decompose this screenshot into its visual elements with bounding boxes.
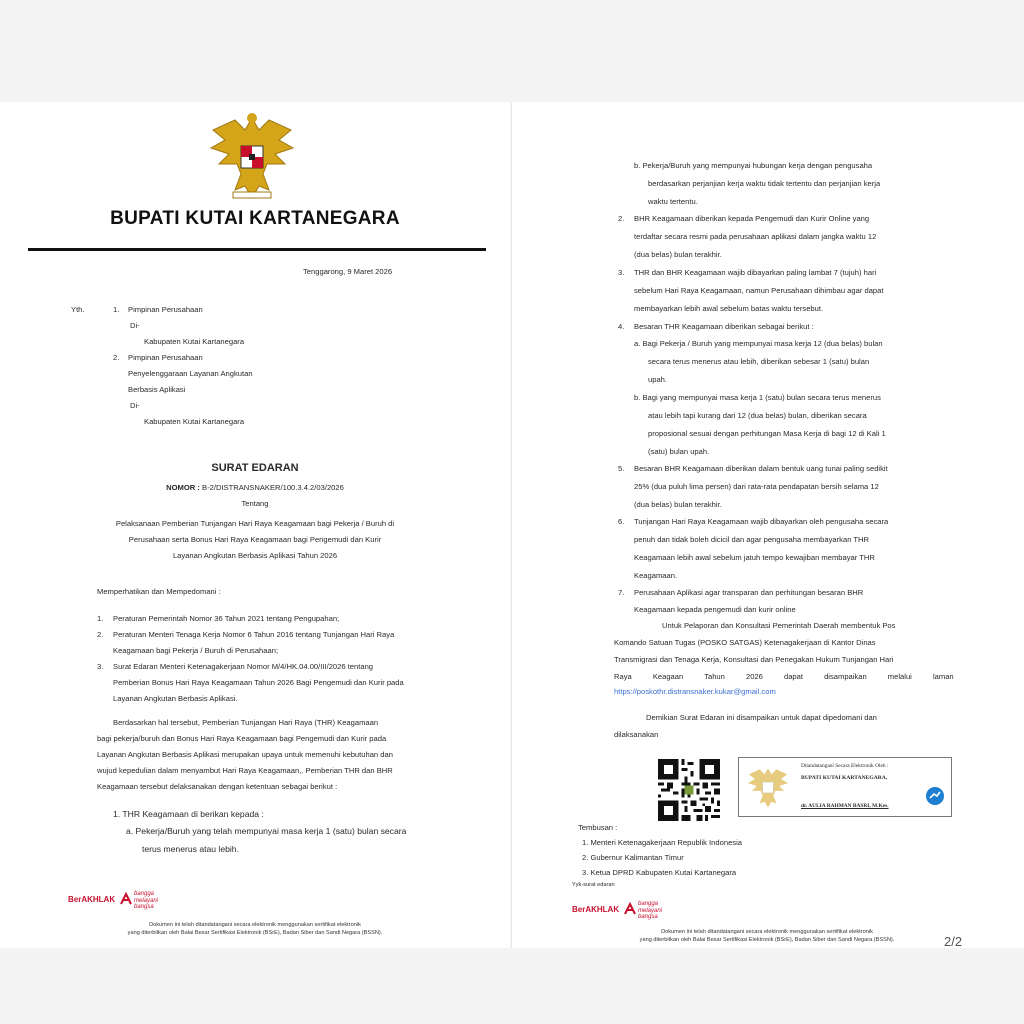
- bsre-seal-icon: [925, 786, 945, 806]
- subject-line: Pelaksanaan Pemberian Tunjangan Hari Raya Keagamaan bagi Pekerja / Buruh di: [115, 519, 395, 528]
- file-reference: Yyk-surat edaran: [572, 882, 615, 888]
- body-line: Untuk Pelaporan dan Konsultasi Pemerintah Daerah membentuk Pos: [662, 621, 896, 630]
- qr-code-icon: [658, 759, 720, 821]
- document-number: [0, 482, 510, 494]
- addr2-number: 2.: [113, 353, 120, 362]
- provision-item: 25% (dua puluh lima persen) dari rata-rata pendapatan bersih selama 12: [634, 482, 879, 491]
- provision-subitem: berdasarkan perjanjian kerja waktu tidak tertentu dan perjanjian kerja: [648, 179, 881, 188]
- footer-line: Dokumen ini telah ditandatangani secara elektronik menggunakan sertifikat elektronik: [149, 922, 361, 928]
- provision-item: terdaftar secara resmi pada perusahaan aplikasi dalam jangka waktu 12: [634, 232, 877, 241]
- letter-page-1: [0, 102, 510, 948]
- bangga-melayani-icon: [623, 902, 637, 916]
- provision-number: 3.: [618, 268, 625, 277]
- provision-item: Perusahaan Aplikasi agar transparan dan perhitungan besaran BHR: [634, 588, 864, 597]
- reference-item: Keagamaan bagi Pekerja / Buruh di Perusahaan;: [113, 646, 279, 655]
- reference-item: Pemberian Bonus Hari Raya Keagamaan Tahun 2026 Bagi Pengemudi dan Kurir pada: [113, 678, 404, 687]
- garuda-watermark-icon: [745, 762, 791, 812]
- provision-subitem: b. Bagi yang mempunyai masa kerja 1 (satu) bulan secara terus menerus: [634, 393, 881, 402]
- page-indicator: 2/2: [944, 934, 963, 948]
- addr2-line: Kabupaten Kutai Kartanegara: [144, 417, 245, 426]
- provision-subitem: proposional sesuai dengan perhitungan Masa Kerja di bagi 12 di Kali 1: [648, 429, 886, 438]
- reference-item: Peraturan Menteri Tenaga Kerja Nomor 6 Tahun 2016 tentang Tunjangan Hari Raya: [113, 630, 395, 639]
- header-rule: [28, 248, 486, 251]
- addr1-line: Pimpinan Perusahaan: [128, 305, 203, 314]
- yth-label: Yth.: [71, 305, 85, 314]
- berakhlak-logo: BerAKHLAK: [68, 895, 116, 904]
- provision-subitem: atau lebih tapi kurang dari 12 (dua belas) bulan, diberikan secara: [648, 411, 867, 420]
- posko-link[interactable]: https://poskothr.distransnaker.kukar@gmail.com: [614, 687, 776, 696]
- considering-label: Memperhatikan dan Mempedomani :: [97, 587, 221, 596]
- provision-subitem: upah.: [648, 375, 668, 384]
- reference-number: 1.: [97, 614, 104, 623]
- subject-line: Layanan Angkutan Berbasis Aplikasi Tahun 2026: [172, 551, 338, 560]
- provision-number: 2.: [618, 214, 625, 223]
- subject-line: Perusahaan serta Bonus Hari Raya Keagamaan bagi Pengemudi dan Kurir: [128, 535, 382, 544]
- number-value: B-2/DISTRANSNAKER/100.3.4.2/03/2026: [202, 483, 344, 492]
- reference-number: 2.: [97, 630, 104, 639]
- office-title: BUPATI KUTAI KARTANEGARA: [110, 208, 400, 229]
- provision-item: (dua belas) bulan terakhir.: [634, 250, 722, 259]
- closing-line: dilaksanakan: [614, 730, 659, 739]
- letter-page-2: [512, 102, 1024, 948]
- signature-office: BUPATI KUTAI KARTANEGARA,: [801, 775, 888, 781]
- provision-subitem: a. Bagi Pekerja / Buruh yang mempunyai masa kerja 12 (dua belas) bulan: [634, 339, 883, 348]
- provision-item: Keagamaan.: [634, 571, 678, 580]
- reference-number: 3.: [97, 662, 104, 671]
- provision-number: 6.: [618, 517, 625, 526]
- reference-item: Layanan Angkutan Berbasis Aplikasi.: [113, 694, 238, 703]
- provision-subitem: waktu tertentu.: [648, 197, 698, 206]
- body-line: wujud kepedulian dalam menyambut Hari Raya Keagamaan,. Pemberian THR dan BHR: [97, 766, 393, 775]
- body-line: Transmigrasi dan Tenaga Kerja, Konsultasi dan Penegakan Hukum Tunjangan Hari: [614, 655, 894, 664]
- addr1-line: Di-: [130, 321, 140, 330]
- addr2-line: Pimpinan Perusahaan: [128, 353, 203, 362]
- body-line: Komando Satuan Tugas (POSKO SATGAS) Ketenagakerjaan di Kantor Dinas: [614, 638, 876, 647]
- provision-item: penuh dan tidak boleh dicicil dan agar pengusaha membayarkan THR: [634, 535, 869, 544]
- provision-item: (dua belas) bulan terakhir.: [634, 500, 722, 509]
- provision-number: 7.: [618, 588, 625, 597]
- cc-label: Tembusan :: [578, 823, 618, 832]
- berakhlak-logo: BerAKHLAK: [572, 905, 620, 914]
- addr2-line: Penyelenggaraan Layanan Angkutan: [128, 369, 253, 378]
- reference-item: Surat Edaran Menteri Ketenagakerjaan Nomor M/4/HK.04.00/III/2026 tentang: [113, 662, 374, 671]
- provision-item: membayarkan lebih awal sebelum batas waktu tersebut.: [634, 304, 824, 313]
- body-line: Berdasarkan hal tersebut, Pemberian Tunjangan Hari Raya (THR) Keagamaan: [113, 718, 379, 727]
- bangga-melayani-icon: [119, 892, 133, 906]
- provision-item: BHR Keagamaan diberikan kepada Pengemudi dan Kurir Online yang: [634, 214, 870, 223]
- number-label: NOMOR :: [166, 483, 200, 492]
- letter-date: Tenggarong, 9 Maret 2026: [303, 267, 393, 276]
- provision-subitem: (satu) bulan upah.: [648, 447, 710, 456]
- footer-line: yang diterbitkan oleh Balai Besar Sertifikasi Elektronik (BSrE), Badan Siber dan Sandi Negara (BSSN).: [639, 937, 895, 943]
- body-line: Raya Keagaan Tahun 2026 dapat disampaikan melalui laman: [614, 672, 954, 681]
- addr2-line: Di-: [130, 401, 140, 410]
- body-line: Keagamaan tersebut delaksanakan dengan ketentuan sebagai berikut :: [97, 782, 338, 791]
- e-signature-box: [738, 757, 952, 817]
- bangga-melayani-logo: bangga melayani bangsa: [638, 901, 663, 920]
- provision-subitem: a. Pekerja/Buruh yang telah mempunyai masa kerja 1 (satu) bulan secara: [126, 826, 407, 836]
- body-line: bagi pekerja/buruh dan Bonus Hari Raya Keagamaan bagi Pengemudi dan Kurir pada: [97, 734, 387, 743]
- provision-item: Besaran THR Keagamaan diberikan sebagai berikut :: [634, 322, 814, 331]
- esign-footer: [60, 921, 450, 937]
- reference-item: Peraturan Pemerintah Nomor 36 Tahun 2021 tentang Pengupahan;: [113, 614, 340, 623]
- provision-subitem: b. Pekerja/Buruh yang mempunyai hubungan kerja dengan pengusaha: [634, 161, 873, 170]
- addr1-number: 1.: [113, 305, 120, 314]
- provision-item: 1. THR Keagamaan di berikan kepada :: [113, 809, 264, 819]
- provision-item: Keagamaan kepada pengemudi dan kurir online: [634, 605, 796, 614]
- provision-number: 5.: [618, 464, 625, 473]
- provision-item: Besaran BHR Keagamaan diberikan dalam bentuk uang tunai paling sedikit: [634, 464, 888, 473]
- garuda-emblem-icon: [205, 110, 299, 202]
- document-heading: SURAT EDARAN: [211, 462, 299, 474]
- provision-item: Tunjangan Hari Raya Keagamaan wajib dibayarkan oleh pengusaha secara: [634, 517, 889, 526]
- closing-line: Demikian Surat Edaran ini disampaikan untuk dapat dipedomani dan: [646, 713, 877, 722]
- provision-item: Keagamaan lebih awal sebelum jatuh tempo kewajiban membayar THR: [634, 553, 875, 562]
- addr1-line: Kabupaten Kutai Kartanegara: [144, 337, 245, 346]
- provision-subitem: terus menerus atau lebih.: [142, 844, 239, 854]
- tentang-label: Tentang: [241, 499, 269, 508]
- footer-line: yang diterbitkan oleh Balai Besar Sertifikasi Elektronik (BSrE), Badan Siber dan Sandi Negara (BSSN).: [127, 930, 383, 936]
- provision-subitem: secara terus menerus atau lebih, diberikan sebesar 1 (satu) bulan: [648, 357, 870, 366]
- provision-number: 4.: [618, 322, 625, 331]
- footer-line: Dokumen ini telah ditandatangani secara elektronik menggunakan sertifikat elektronik: [661, 929, 873, 935]
- cc-item: 3. Ketua DPRD Kabupaten Kutai Kartanegara: [582, 868, 737, 877]
- bangga-melayani-logo: bangga melayani bangsa: [134, 891, 159, 910]
- body-line: Layanan Angkutan Berbasis Aplikasi merupakan upaya untuk memenuhi kebutuhan dan: [97, 750, 393, 759]
- cc-item: 2. Gubernur Kalimantan Timur: [582, 853, 684, 862]
- provision-item: sebelum Hari Raya Keagamaan, namun Perusahaan dihimbau agar dapat: [634, 286, 884, 295]
- cc-item: 1. Menteri Ketenagakerjaan Republik Indonesia: [582, 838, 742, 847]
- provision-item: THR dan BHR Keagamaan wajib dibayarkan paling lambat 7 (tujuh) hari: [634, 268, 877, 277]
- signature-caption: Ditandatangani Secara Elektronik Oleh :: [801, 763, 889, 769]
- esign-footer: [572, 928, 962, 944]
- signatory-name: dr. AULIA RAHMAN BASRI, M.Kes.: [801, 803, 889, 809]
- addr2-line: Berbasis Aplikasi: [128, 385, 186, 394]
